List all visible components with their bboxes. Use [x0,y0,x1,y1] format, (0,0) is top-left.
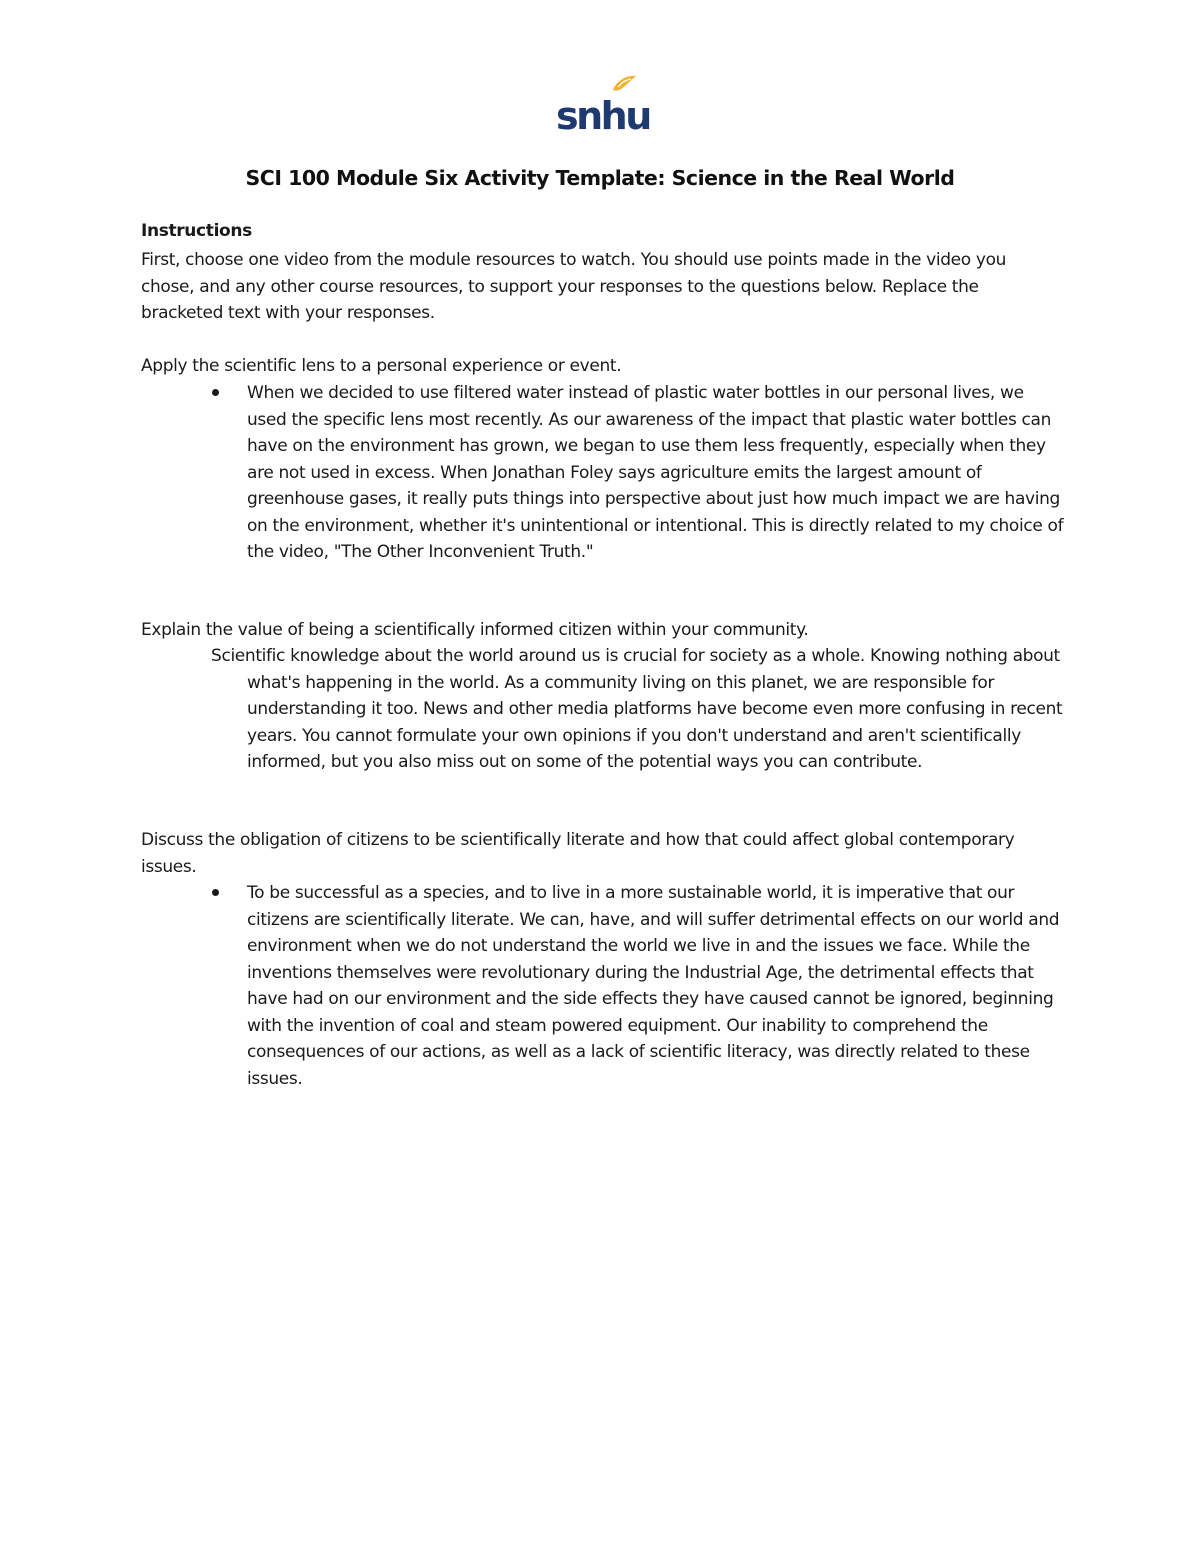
instructions-heading: Instructions [141,221,252,241]
response-personal-experience: When we decided to use filtered water instead of plastic water bottles in our personal lives, we used the specific lens most recently. As our awareness of the impact that plastic water bottles can have on the environment has grown, we began to use them less frequently, especially when they are not used in excess. When Jonathan Foley says agriculture emits the largest amount of greenhouse gases, it really puts things into perspective about just how much impact we are having on the environment, whether it's unintentional or intentional. This is directly related to my choice of the video, "The Other Inconvenient Truth." [247,383,1064,562]
response-scientific-literacy: To be successful as a species, and to live in a more sustainable world, it is imperative that our citizens are scientifically literate. We can, have, and will suffer detrimental effects on our world and environment when we do not understand the world we live in and the issues we face. While the inventions themselves were revolutionary during the Industrial Age, the detrimental effects that have had on our environment and the side effects they have caused cannot be ignored, beginning with the invention of coal and steam powered equipment. Our inability to comprehend the consequences of our actions, as well as a lack of scientific literacy, was directly related to these issues. [247,883,1060,1089]
instructions-body: First, choose one video from the module resources to watch. You should use points made in the video you chose, and any other course resources, to support your responses to the questions below. Replace the bracketed text with your responses. [141,250,1007,323]
prompt-personal-experience: Apply the scientific lens to a personal experience or event. [141,356,622,376]
svg-text:snhu: snhu [556,94,650,138]
bullet-icon [212,889,219,896]
prompt-informed-citizen: Explain the value of being a scientifically informed citizen within your community. [141,620,809,640]
bullet-icon [212,389,219,396]
prompt-scientific-literacy: Discuss the obligation of citizens to be scientifically literate and how that could affect global contemporary issues. [141,830,1015,877]
document-title: SCI 100 Module Six Activity Template: Science in the Real World [245,166,955,190]
response-informed-citizen: Scientific knowledge about the world around us is crucial for society as a whole. Knowing nothing about what's happening in the world. As a community living on this planet, we are responsible for understanding it too. News and other media platforms have become even more confusing in recent years. You cannot formulate your own opinions if you don't understand and aren't scientifically informed, but you also miss out on some of the potential ways you can contribute. [211,646,1063,772]
snhu-logo [555,72,650,138]
